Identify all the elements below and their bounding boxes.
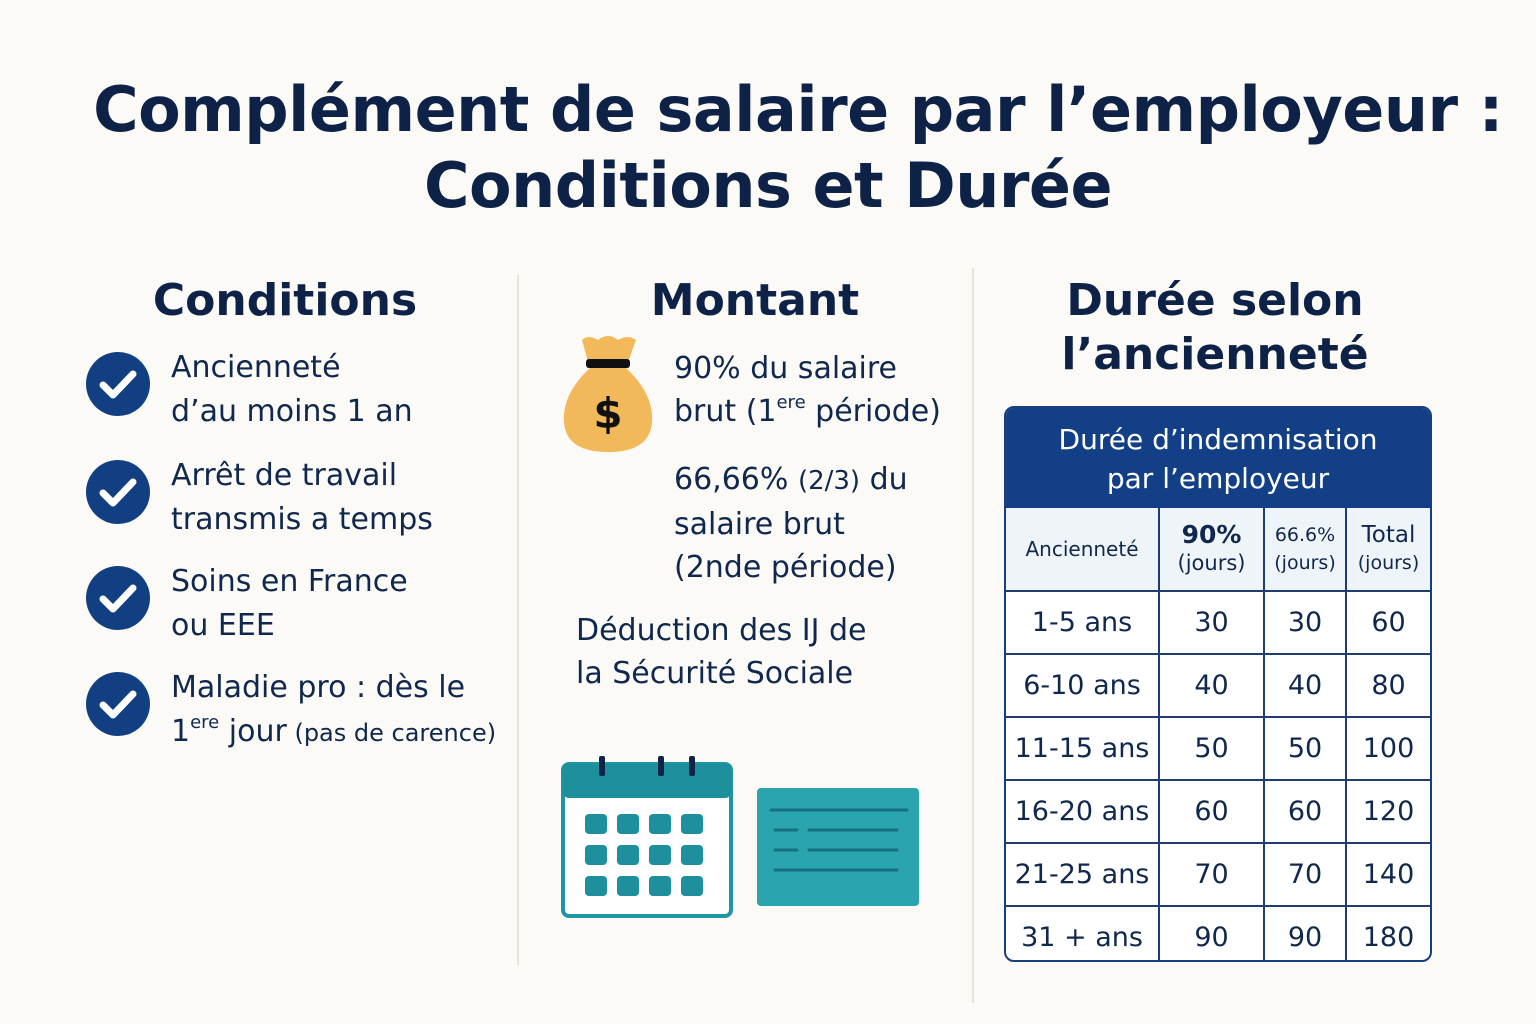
condition-line: Soins en France bbox=[171, 564, 408, 599]
cell-90: 40 bbox=[1159, 654, 1264, 717]
cell-66: 90 bbox=[1264, 906, 1346, 962]
table-row bbox=[1006, 717, 1430, 780]
cell-anciennete: 11-15 ans bbox=[1006, 717, 1159, 780]
duree-heading-line: l’ancienneté bbox=[1061, 329, 1369, 380]
cell-90: 60 bbox=[1159, 780, 1264, 843]
column-divider-right bbox=[972, 268, 974, 1003]
page-title-line2: Conditions et Durée bbox=[423, 149, 1113, 222]
table-row bbox=[1006, 843, 1430, 906]
column-header-66 bbox=[1264, 508, 1346, 591]
column-header-90 bbox=[1159, 508, 1264, 591]
svg-text:$: $ bbox=[593, 389, 623, 438]
montant-line: (2nde période) bbox=[674, 550, 897, 585]
condition-text bbox=[171, 560, 521, 648]
condition-line: transmis a temps bbox=[171, 502, 433, 537]
condition-day-number: 1 bbox=[171, 714, 191, 749]
condition-line: d’au moins 1 an bbox=[171, 394, 413, 429]
cell-anciennete: 1-5 ans bbox=[1006, 591, 1159, 654]
condition-text bbox=[171, 666, 516, 755]
column-header-label: 90% bbox=[1181, 520, 1242, 549]
cell-90: 50 bbox=[1159, 717, 1264, 780]
table-grid bbox=[1006, 508, 1430, 962]
cell-total: 140 bbox=[1346, 843, 1430, 906]
column-header-total bbox=[1346, 508, 1430, 591]
montant-fragment: (2/3) bbox=[797, 466, 861, 496]
condition-line: ou EEE bbox=[171, 608, 275, 643]
check-icon bbox=[86, 352, 150, 416]
table-row bbox=[1006, 780, 1430, 843]
condition-note: (pas de carence) bbox=[286, 719, 497, 747]
condition-line: Maladie pro : dès le bbox=[171, 670, 466, 705]
page-title bbox=[0, 72, 1536, 224]
cell-66: 70 bbox=[1264, 843, 1346, 906]
table-title-line: Durée d’indemnisation bbox=[1058, 423, 1378, 456]
check-icon bbox=[86, 460, 150, 524]
cell-anciennete: 6-10 ans bbox=[1006, 654, 1159, 717]
cell-anciennete: 21-25 ans bbox=[1006, 843, 1159, 906]
cell-66: 40 bbox=[1264, 654, 1346, 717]
duree-heading-line: Durée selon bbox=[1066, 275, 1364, 326]
cell-90: 90 bbox=[1159, 906, 1264, 962]
montant-deduction bbox=[576, 609, 867, 695]
column-header-unit: (jours) bbox=[1274, 552, 1336, 574]
montant-line: la Sécurité Sociale bbox=[576, 656, 854, 691]
condition-line bbox=[171, 710, 516, 755]
document-icon bbox=[757, 788, 919, 906]
montant-line: Déduction des IJ de bbox=[576, 613, 867, 648]
column-header-label: Ancienneté bbox=[1025, 537, 1139, 561]
column-header-label: Total bbox=[1361, 522, 1416, 548]
montant-line: salaire brut bbox=[674, 507, 845, 542]
table-header-row bbox=[1006, 508, 1430, 591]
cell-66: 30 bbox=[1264, 591, 1346, 654]
montant-line bbox=[674, 458, 908, 503]
check-icon bbox=[86, 672, 150, 736]
table-row bbox=[1006, 906, 1430, 962]
cell-total: 60 bbox=[1346, 591, 1430, 654]
column-header-anciennete bbox=[1006, 508, 1159, 591]
table-title bbox=[1006, 408, 1430, 508]
cell-anciennete: 16-20 ans bbox=[1006, 780, 1159, 843]
cell-66: 60 bbox=[1264, 780, 1346, 843]
cell-total: 100 bbox=[1346, 717, 1430, 780]
condition-line: Ancienneté bbox=[171, 350, 341, 385]
cell-anciennete: 31 + ans bbox=[1006, 906, 1159, 962]
table-row bbox=[1006, 591, 1430, 654]
column-header-unit: (jours) bbox=[1357, 552, 1420, 574]
cell-total: 80 bbox=[1346, 654, 1430, 717]
duree-heading bbox=[1030, 274, 1400, 382]
column-header-unit: (jours) bbox=[1177, 551, 1246, 575]
montant-line bbox=[674, 390, 941, 433]
montant-fragment: période) bbox=[805, 394, 941, 429]
montant-fragment: brut (1 bbox=[674, 394, 777, 429]
page-title-line1: Complément de salaire par l’employeur : bbox=[93, 73, 1503, 146]
condition-day-label: jour bbox=[219, 714, 287, 749]
column-header-label: 66.6% bbox=[1274, 524, 1336, 546]
montant-line: 90% du salaire bbox=[674, 351, 898, 386]
check-icon bbox=[86, 566, 150, 630]
cell-66: 50 bbox=[1264, 717, 1346, 780]
condition-text bbox=[171, 346, 521, 434]
condition-line: Arrêt de travail bbox=[171, 458, 398, 493]
table-title-line: par l’employeur bbox=[1106, 462, 1330, 495]
montant-second-period bbox=[674, 458, 908, 589]
cell-total: 180 bbox=[1346, 906, 1430, 962]
cell-90: 70 bbox=[1159, 843, 1264, 906]
table-row bbox=[1006, 654, 1430, 717]
ordinal-superscript: ere bbox=[776, 392, 806, 414]
montant-heading: Montant bbox=[650, 275, 860, 326]
condition-text bbox=[171, 454, 521, 542]
cell-total: 120 bbox=[1346, 780, 1430, 843]
conditions-heading: Conditions bbox=[152, 275, 418, 326]
cell-90: 30 bbox=[1159, 591, 1264, 654]
money-bag-icon bbox=[558, 332, 658, 456]
montant-fragment: 66,66% bbox=[674, 462, 798, 497]
calendar-icon bbox=[561, 756, 733, 918]
montant-first-period bbox=[674, 347, 941, 433]
montant-fragment: du bbox=[860, 462, 908, 497]
ordinal-superscript: ere bbox=[190, 712, 220, 734]
duration-table bbox=[1004, 406, 1432, 962]
